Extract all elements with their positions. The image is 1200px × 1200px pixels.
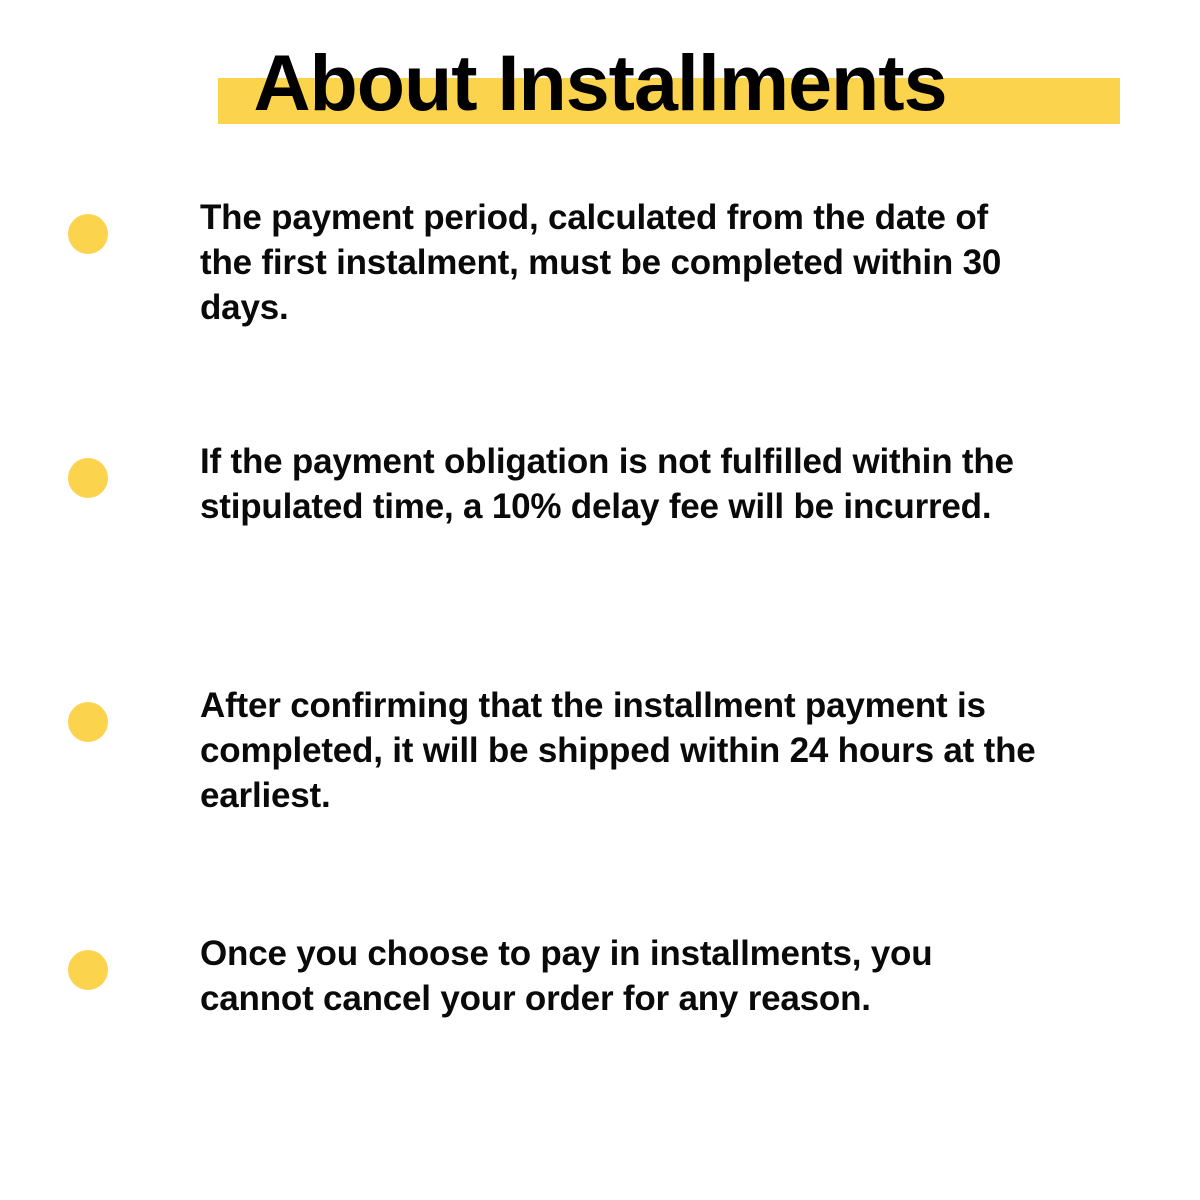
list-item-text: The payment period, calculated from the date of the first instalment, must be completed within 30 days. (200, 198, 1002, 327)
policy-list (0, 196, 1200, 1128)
dot-bullet-icon (68, 950, 108, 990)
list-item-text: Once you choose to pay in installments, you cannot cancel your order for any reason. (200, 934, 933, 1018)
dot-bullet-icon (68, 214, 108, 254)
page-header (70, 0, 1130, 127)
dot-bullet-icon (68, 702, 108, 742)
list-item (0, 684, 1200, 880)
list-item-text: After confirming that the installment payment is completed, it will be shipped within 24 hours at the earliest. (200, 686, 1036, 815)
page-title: About Installments (253, 38, 947, 127)
list-item (0, 196, 1200, 392)
dot-bullet-icon (68, 458, 108, 498)
list-item (0, 932, 1200, 1128)
list-item (0, 440, 1200, 636)
list-item-text: If the payment obligation is not fulfilled within the stipulated time, a 10% delay fee will be incurred. (200, 442, 1014, 526)
